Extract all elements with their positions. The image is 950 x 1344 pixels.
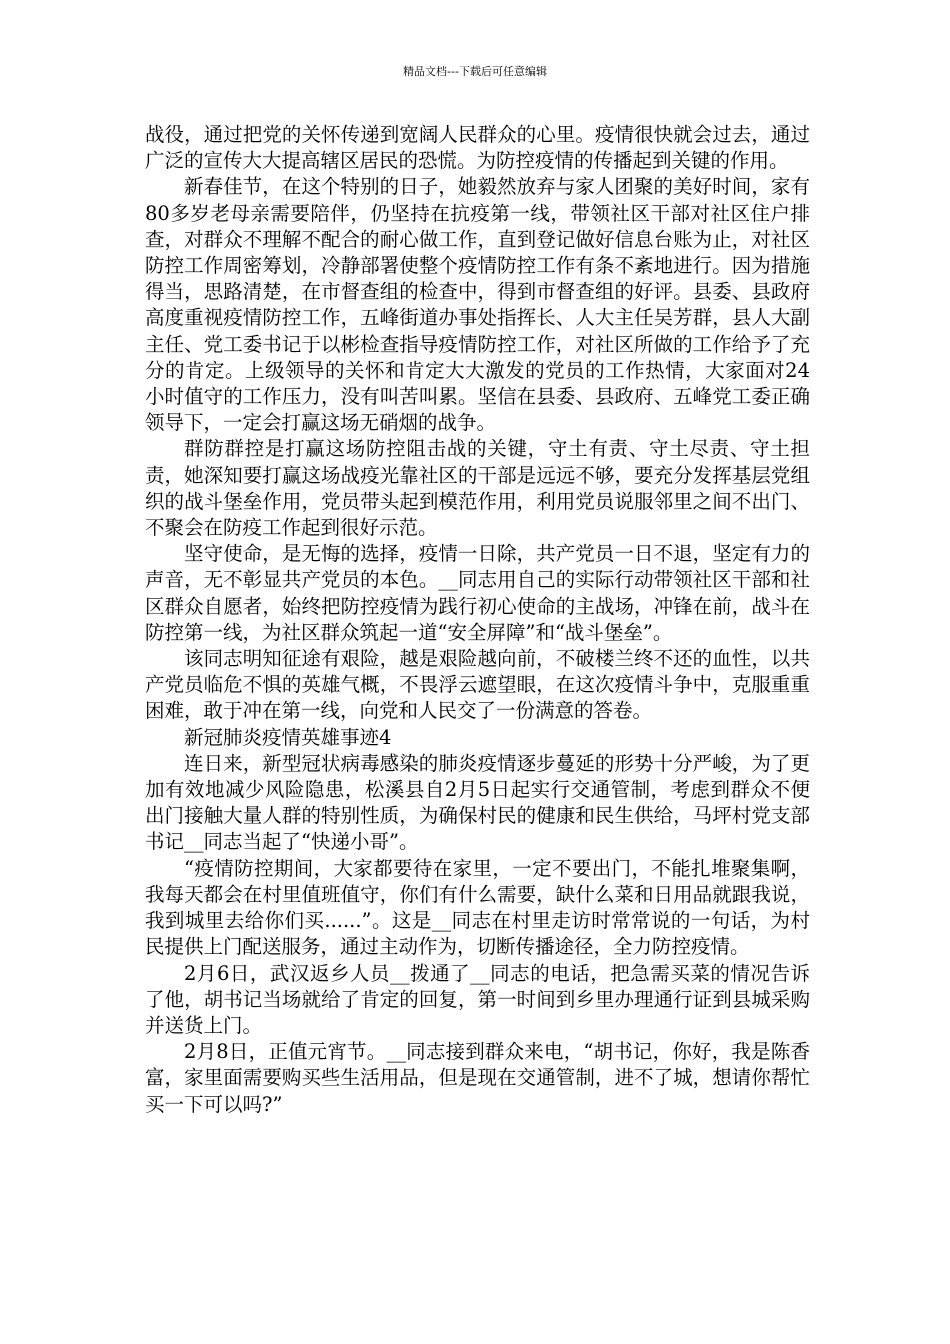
paragraph: 该同志明知征途有艰险，越是艰险越向前，不破楼兰终不还的血性，以共产党员临危不惧的英雄气概，不畏浮云遮望眼，在这次疫情斗争中，克服重重困难，敢于冲在第一线，向党和人民交了一份满意的答卷。 [145, 647, 810, 723]
page-header: 精品文档---下载后可任意编辑 [403, 65, 547, 78]
paragraph: “疫情防控期间，大家都要待在家里，一定不要出门，不能扎堆聚集啊，我每天都会在村里值班值守，你们有什么需要，缺什么菜和日用品就跟我说，我到城里去给你们买......”。这是__同志在村里走访时常常说的一句话，为村民提供上门配送服务，通过主动作为，切断传播途径，全力防控疫情。 [145, 856, 810, 959]
section-heading: 新冠肺炎疫情英雄事迹4 [184, 725, 392, 749]
paragraph: 2月8日，正值元宵节。__同志接到群众来电，“胡书记，你好，我是陈香富，家里面需要购买些生活用品，但是现在交通管制，进不了城，想请你帮忙买一下可以吗?” [145, 1040, 810, 1116]
paragraph: 战役，通过把党的关怀传递到宽阔人民群众的心里。疫情很快就会过去，通过广泛的宣传大大提高辖区居民的恐慌。为防控疫情的传播起到关键的作用。 [145, 123, 810, 173]
paragraph: 新春佳节，在这个特别的日子，她毅然放弃与家人团聚的美好时间，家有80多岁老母亲需要陪伴，仍坚持在抗疫第一线，带领社区干部对社区住户排查，对群众不理解不配合的耐心做工作，直到登记做好信息台账为止，对社区防控工作周密筹划，冷静部署使整个疫情防控工作有条不紊地进行。因为措施得当，思路清楚，在市督查组的检查中，得到市督查组的好评。县委、县政府高度重视疫情防控工作，五峰街道办事处指挥长、人大主任吴芳群，县人大副主任、党工委书记于以彬检查指导疫情防控工作，对社区所做的工作给予了充分的肯定。上级领导的关怀和肯定大大激发的党员的工作热情，大家面对24小时值守的工作压力，没有叫苦叫累。坚信在县委、县政府、五峰党工委正确领导下，一定会打赢这场无硝烟的战争。 [145, 175, 810, 435]
document-body [145, 122, 810, 1118]
paragraph: 群防群控是打赢这场防控阻击战的关键，守土有责、守土尽责、守土担责，她深知要打赢这场战疫光靠社区的干部是远远不够，要充分发挥基层党组织的战斗堡垒作用，党员带头起到模范作用，利用党员说服邻里之间不出门、不聚会在防疫工作起到很好示范。 [145, 437, 810, 540]
paragraph: 坚守使命，是无悔的选择，疫情一日除，共产党员一日不退，坚定有力的声音，无不彰显共产党员的本色。__同志用自己的实际行动带领社区干部和社区群众自愿者，始终把防控疫情为践行初心使命的主战场，冲锋在前，战斗在防控第一线，为社区群众筑起一道“安全屏障”和“战斗堡垒”。 [145, 542, 810, 644]
paragraph: 连日来，新型冠状病毒感染的肺炎疫情逐步蔓延的形势十分严峻，为了更加有效地减少风险隐患，松溪县自2月5日起实行交通管制，考虑到群众不便出门接触大量人群的特别性质，为确保村民的健康和民生供给，马坪村党支部书记__同志当起了“快递小哥”。 [145, 751, 810, 854]
paragraph: 2月6日，武汉返乡人员__拨通了__同志的电话，把急需买菜的情况告诉了他，胡书记当场就给了肯定的回复，第一时间到乡里办理通行证到县城采购并送货上门。 [145, 961, 810, 1037]
